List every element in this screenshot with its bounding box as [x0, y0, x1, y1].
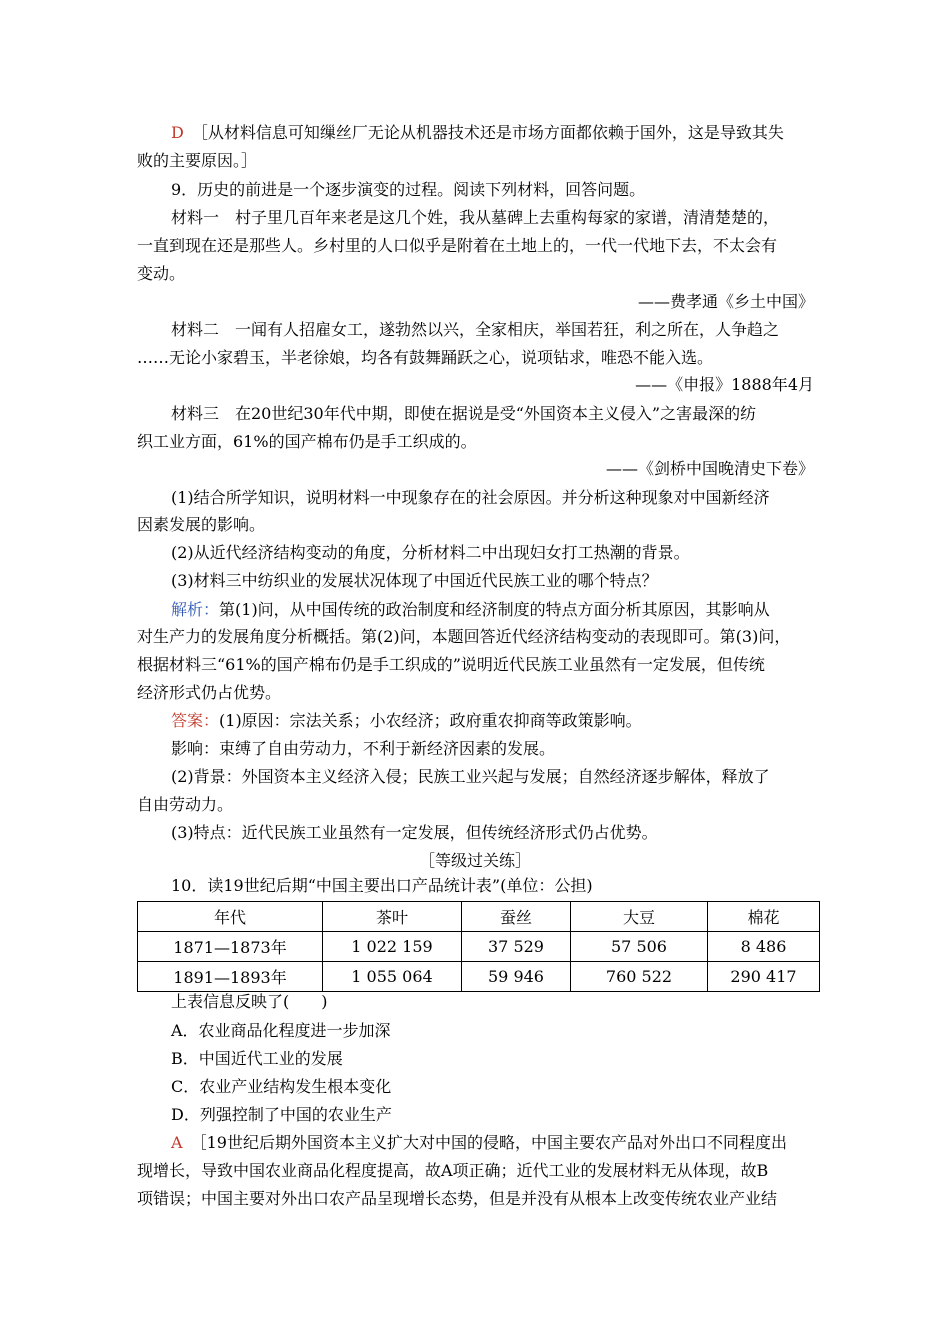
answer-line-5: (3)特点：近代民族工业虽然有一定发展，但传统经济形式仍占优势。: [171, 823, 658, 842]
material-1-line-1: 材料一 村子里几百年来老是这几个姓，我从墓碑上去重构每家的家谱，清清楚楚的，: [171, 208, 780, 227]
table-cell: 8 486: [708, 932, 820, 962]
answer-text: (1)原因：宗法关系；小农经济；政府重农抑商等政策影响。: [219, 711, 642, 730]
table-header-row: [138, 902, 820, 932]
answer-line-3: (2)背景：外国资本主义经济入侵；民族工业兴起与发展；自然经济逐步解体，释放了: [171, 767, 770, 786]
table-row: [138, 962, 820, 992]
table-cell: 290 417: [708, 962, 820, 992]
analysis-label: 解析：: [171, 600, 220, 619]
q10-answer-line-3: 项错误；中国主要对外出口农产品呈现增长态势，但是并没有从根本上改变传统农业产业结: [137, 1189, 778, 1208]
table-cell: 760 522: [571, 962, 708, 992]
analysis-line-4: 经济形式仍占优势。: [137, 683, 282, 702]
answer-line-4: 自由劳动力。: [137, 795, 234, 814]
section-title: ［等级过关练］: [418, 851, 531, 870]
table-header-cell: 年代: [138, 902, 323, 932]
answer-label: 答案：: [171, 711, 220, 730]
q9-sub2: (2)从近代经济结构变动的角度，分析材料二中出现妇女打工热潮的背景。: [171, 543, 690, 562]
material-3-line-1: 材料三 在20世纪30年代中期，即使在据说是受“外国资本主义侵入”之害最深的纺: [171, 404, 757, 423]
table-header-cell: 棉花: [708, 902, 820, 932]
option-c: C．农业产业结构发生根本变化: [171, 1077, 392, 1096]
table-cell: 1871—1873年: [138, 932, 323, 962]
q8-answer-letter: D: [171, 123, 184, 142]
table-cell: 59 946: [462, 962, 571, 992]
export-stats-table: [137, 901, 820, 992]
q10-answer-text: ［19世纪后期外国资本主义扩大对中国的侵略，中国主要农产品对外出口不同程度出: [198, 1133, 787, 1152]
material-1-line-3: 变动。: [137, 264, 186, 283]
q9-stem: 9．历史的前进是一个逐步演变的过程。阅读下列材料，回答问题。: [171, 180, 646, 199]
option-d: D．列强控制了中国的农业生产: [171, 1105, 392, 1124]
material-1-line-2: 一直到现在还是那些人。乡村里的人口似乎是附着在土地上的，一代一代地下去，不太会有: [137, 236, 778, 255]
material-3-source: ——《剑桥中国晚清史下卷》: [605, 459, 814, 478]
q10-prompt: 上表信息反映了( ): [171, 992, 328, 1011]
q10-stem: 10．读19世纪后期“中国主要出口产品统计表”(单位：公担): [171, 876, 593, 895]
q10-answer-letter: A: [171, 1133, 183, 1152]
answer-line-2: 影响：束缚了自由劳动力，不利于新经济因素的发展。: [171, 739, 556, 758]
material-2-source: ——《申报》1888年4月: [635, 375, 814, 394]
q10-answer-line-1: [171, 1133, 817, 1153]
option-b: B．中国近代工业的发展: [171, 1049, 343, 1068]
q8-answer-line-1: [171, 123, 817, 143]
material-2-line-1: 材料二 一闻有人招雇女工，遂勃然以兴，全家相庆，举国若狂，利之所在，人争趋之: [171, 320, 780, 339]
q8-answer-text: ［从材料信息可知缫丝厂无论从机器技术还是市场方面都依赖于国外，这是导致其失: [199, 123, 784, 142]
analysis-line-2: 对生产力的发展角度分析概括。第(2)问，本题回答近代经济结构变动的表现即可。第(3)问，: [137, 627, 791, 646]
q8-answer-line-2: 败的主要原因。］: [137, 151, 258, 170]
analysis-text: 第(1)问，从中国传统的政治制度和经济制度的特点方面分析其原因，其影响从: [219, 600, 770, 619]
table-row: [138, 932, 820, 962]
table-cell: 57 506: [571, 932, 708, 962]
analysis-line-3: 根据材料三“61%的国产棉布仍是手工织成的”说明近代民族工业虽然有一定发展，但传统: [137, 655, 765, 674]
q9-sub1-line-2: 因素发展的影响。: [137, 515, 266, 534]
q9-sub3: (3)材料三中纺织业的发展状况体现了中国近代民族工业的哪个特点？: [171, 571, 658, 590]
table-cell: 1 055 064: [323, 962, 462, 992]
material-1-source: ——费孝通《乡土中国》: [637, 292, 814, 311]
answer-line-1: [171, 711, 817, 731]
table-cell: 1891—1893年: [138, 962, 323, 992]
analysis-line-1: [171, 600, 817, 620]
q10-answer-line-2: 现增长，导致中国农业商品化程度提高，故A项正确；近代工业的发展材料无从体现，故B: [137, 1161, 769, 1180]
option-a: A．农业商品化程度进一步加深: [171, 1021, 391, 1040]
table-header-cell: 茶叶: [323, 902, 462, 932]
table-header-cell: 蚕丝: [462, 902, 571, 932]
material-2-line-2: ……无论小家碧玉，半老徐娘，均各有鼓舞踊跃之心，说项钻求，唯恐不能入选。: [137, 348, 714, 367]
table-header-cell: 大豆: [571, 902, 708, 932]
table-cell: 1 022 159: [323, 932, 462, 962]
q9-sub1-line-1: (1)结合所学知识，说明材料一中现象存在的社会原因。并分析这种现象对中国新经济: [171, 488, 770, 507]
table-cell: 37 529: [462, 932, 571, 962]
material-3-line-2: 织工业方面，61%的国产棉布仍是手工织成的。: [137, 432, 477, 451]
